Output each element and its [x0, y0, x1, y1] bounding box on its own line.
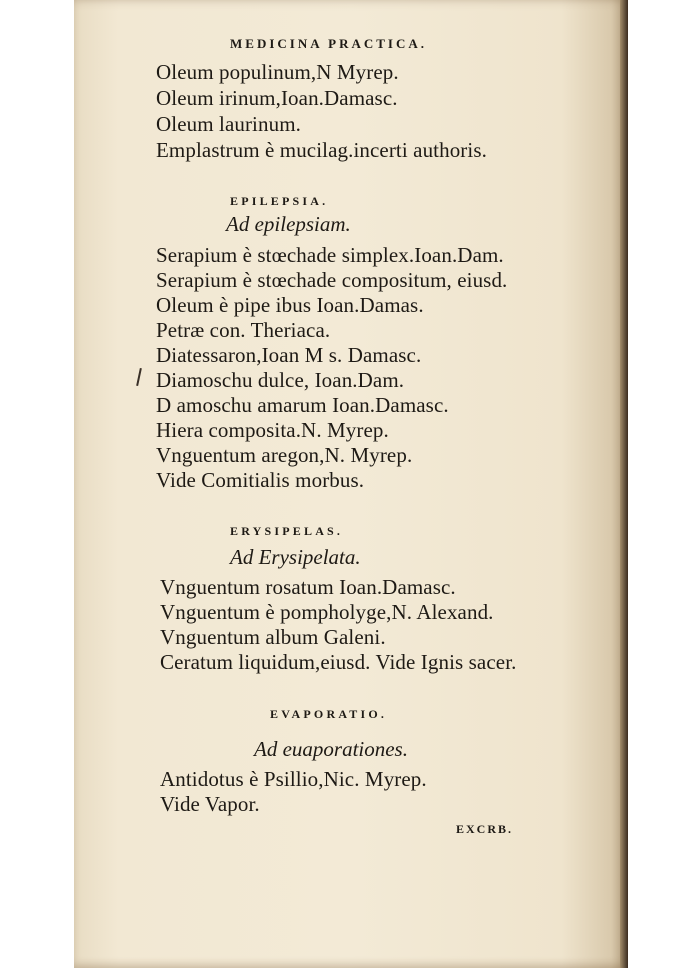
page-signature: EXCRB.: [456, 822, 514, 836]
margin-mark: [136, 368, 142, 386]
text-line: Oleum è pipe ibus Ioan.Damas.: [156, 293, 424, 317]
text-line: Vide Vapor.: [160, 792, 260, 816]
text-line: Vide Comitialis morbus.: [156, 468, 365, 492]
section-subheading: Ad Erysipelata.: [230, 545, 361, 569]
text-line: Vnguentum aregon,N. Myrep.: [156, 443, 413, 467]
text-line: Vnguentum rosatum Ioan.Damasc.: [160, 575, 456, 599]
section-heading-evaporatio: EVAPORATIO.: [270, 707, 388, 721]
text-line: Hiera composita.N. Myrep.: [156, 418, 389, 442]
text-line: Oleum laurinum.: [156, 112, 301, 136]
section-subheading: Ad epilepsiam.: [226, 212, 351, 236]
running-head: MEDICINA PRACTICA.: [230, 36, 428, 51]
section-heading-erysipelas: ERYSIPELAS.: [230, 524, 344, 538]
text-line: Vnguentum album Galeni.: [160, 625, 386, 649]
text-line: D amoschu amarum Ioan.Damasc.: [156, 393, 449, 417]
text-line: Emplastrum è mucilag.incerti authoris.: [156, 138, 487, 162]
page-spine-shadow: [620, 0, 628, 968]
text-line: Diatessaron,Ioan M s. Damasc.: [156, 343, 422, 367]
text-line: Ceratum liquidum,eiusd. Vide Ignis sacer.: [160, 650, 517, 674]
text-line: Vnguentum è pompholyge,N. Alexand.: [160, 600, 494, 624]
text-line: Oleum irinum,Ioan.Damasc.: [156, 86, 398, 110]
text-line: Antidotus è Psillio,Nic. Myrep.: [160, 767, 427, 791]
text-line: Petræ con. Theriaca.: [156, 318, 331, 342]
text-line: Oleum populinum,N Myrep.: [156, 60, 399, 84]
text-line: Serapium è stœchade compositum, eiusd.: [156, 268, 508, 292]
text-line: Diamoschu dulce, Ioan.Dam.: [156, 368, 405, 392]
section-heading-epilepsia: EPILEPSIA.: [230, 194, 329, 208]
book-page: [74, 0, 628, 968]
section-subheading: Ad euaporationes.: [254, 737, 408, 761]
text-line: Serapium è stœchade simplex.Ioan.Dam.: [156, 243, 504, 267]
